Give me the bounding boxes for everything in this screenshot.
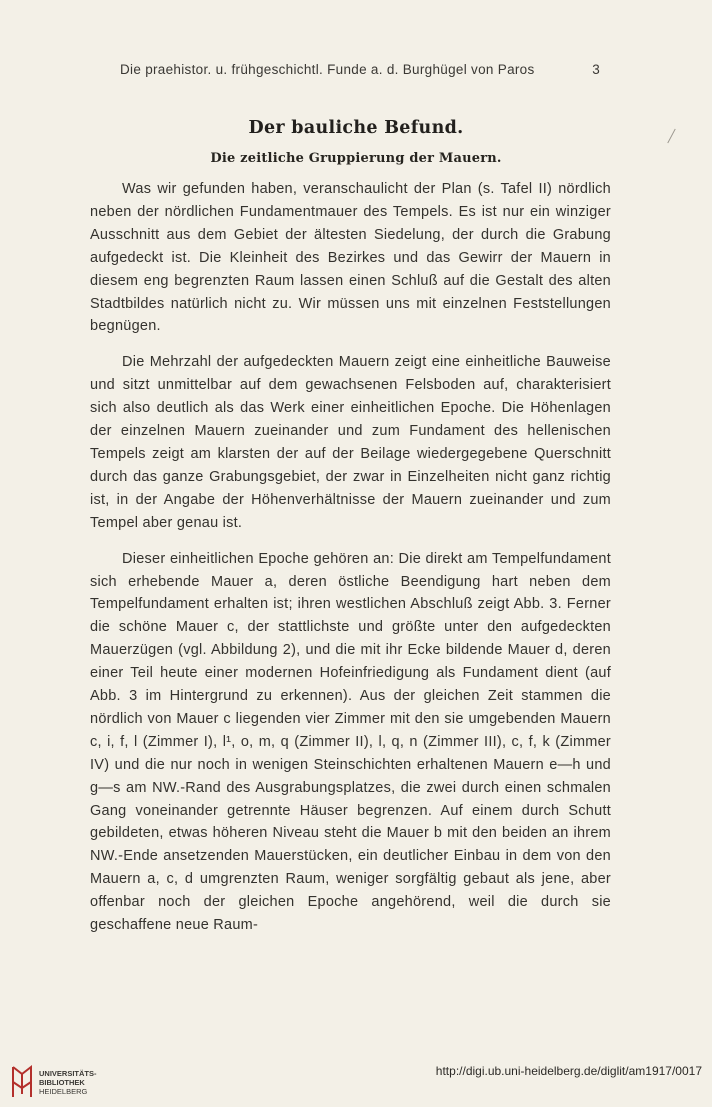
section-title: Der bauliche Befund. — [248, 118, 464, 138]
logo-line-2: BIBLIOTHEK — [39, 1077, 85, 1087]
paragraph-2: Die Mehrzahl der aufgedeckten Mauern zeigt eine einheitliche Bauweise und sitzt unmittelbar auf dem gewachsenen Felsboden auf, charakterisiert sich also deutlich als das Werk einer einheitlichen Epoche. Die Höhenlagen der einzelnen Mauern zueinander und zum Fundament des hellenischen Tempels zeigt am klarsten der auf der Beilage wiedergegebene Querschnitt durch das ganze Grabungsgebiet, der zwar in Einzelheiten nicht ganz richtig ist, in der Angabe der Höhenverhältnisse der Mauern zueinander und zum Tempel aber genau ist. — [90, 354, 611, 531]
subsection-title: Die zeitliche Gruppierung der Mauern. — [210, 151, 502, 166]
logo-line-3: HEIDELBERG — [39, 1086, 88, 1096]
library-logo-icon — [10, 1064, 34, 1100]
paragraph-3: Dieser einheitlichen Epoche gehören an: Die direkt am Tempelfundament sich erhebende Mauer a, deren östliche Beendigung hart neben dem Tempelfundament erhalten ist; ihren westlichen Abschluß zeigt Abb. 3. Ferner die schöne Mauer c, der stattlichste und größte unter den aufgedeckten Mauerzügen (vgl. Abbildung 2), und die mit ihr Ecke bildende Mauer d, deren einer Teil heute einer modernen Hofeinfriedigung als Fundament dient (auf Abb. 3 im Hintergrund zu erkennen). Aus der gleichen Zeit stammen die nördlich von Mauer c liegenden vier Zimmer mit den sie umgebenden Mauern c, i, f, l (Zimmer I), l¹, o, m, q (Zimmer II), l, q, n (Zimmer III), c, f, k (Zimmer IV) und die nur noch in wenigen Steinschichten erhaltenen Mauern e—h und g—s am NW.-Rand des Ausgrabungsplatzes, die zwei durch einen schmalen Gang voneinander getrennte Häuser begrenzen. Auf einem durch Schutt gebildeten, etwas höheren Niveau steht die Mauer b mit den beiden an ihrem NW.-Ende ansetzenden Mauerstücken, ein deutlicher Einbau in dem von den Mauern a, c, d umgrenzten Raum, weniger sorgfältig gebaut als jene, aber offenbar noch der gleichen Epoche angehörend, weil die durch sie geschaffene neue Raum- — [90, 550, 611, 934]
running-title: Die praehistor. u. frühgeschichtl. Funde a. d. Burghügel von Paros — [120, 62, 535, 77]
source-url-link[interactable]: http://digi.ub.uni-heidelberg.de/diglit/am1917/0017 — [435, 1064, 702, 1078]
paragraph-1: Was wir gefunden haben, veranschaulicht der Plan (s. Tafel II) nördlich neben der nördlichen Fundamentmauer des Tempels. Es ist nur ein winziger Ausschnitt aus dem Gebiet der ältesten Siedelung, der durch die Grabung aufgedeckt ist. Die Kleinheit des Bezirkes und das Gewirr der Mauern in diesem eng begrenzten Raum lassen einen Schluß auf die Gestalt des alten Stadtbildes natürlich nicht zu. Wir müssen uns mit einzelnen Feststellungen begnügen. — [90, 181, 611, 335]
library-logo[interactable] — [10, 1064, 97, 1100]
running-head — [120, 62, 600, 77]
body-text — [90, 178, 611, 950]
library-logo-text — [39, 1069, 97, 1096]
page-number: 3 — [592, 62, 600, 77]
logo-line-1: UNIVERSITÄTS- — [39, 1068, 97, 1078]
